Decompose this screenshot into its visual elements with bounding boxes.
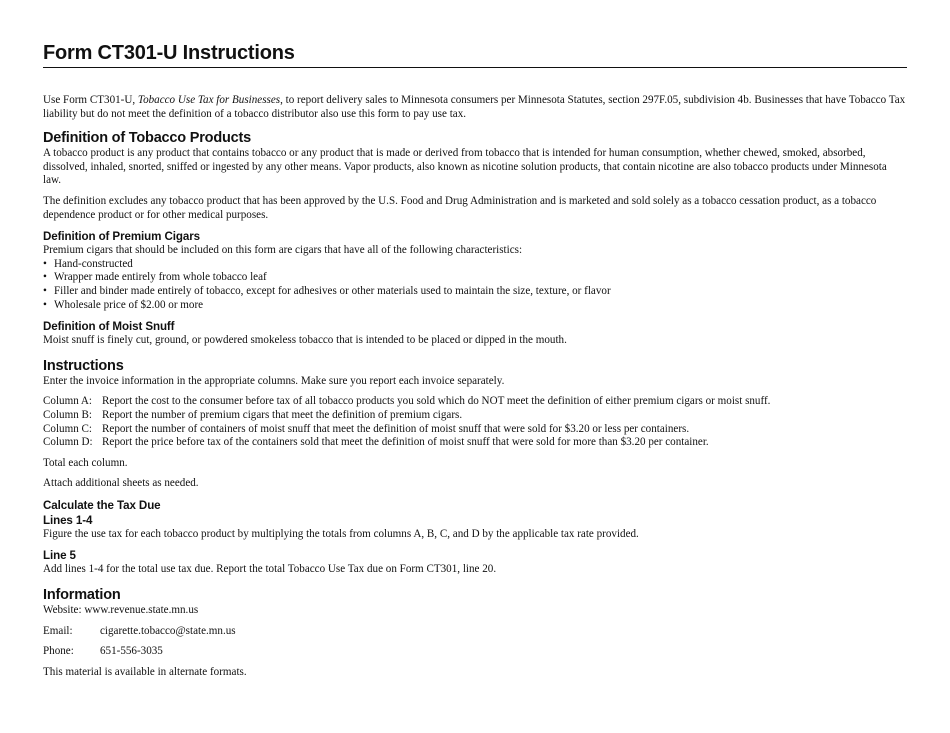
phone-number: 651-556-3035 bbox=[100, 645, 163, 658]
calculate-tax-heading: Calculate the Tax Due bbox=[43, 498, 161, 512]
intro-paragraph bbox=[43, 94, 907, 121]
list-item: • Wrapper made entirely from whole tobacco leaf bbox=[43, 271, 267, 284]
column-instructions bbox=[43, 395, 907, 449]
column-label: Column A: bbox=[43, 395, 93, 408]
instructions-lead: Enter the invoice information in the appropriate columns. Make sure you report each invoice separately. bbox=[43, 374, 505, 387]
premium-cigars-lead: Premium cigars that should be included on this form are cigars that have all of the following characteristics: bbox=[43, 244, 523, 257]
moist-snuff-text: Moist snuff is finely cut, ground, or powdered smokeless tobacco that is intended to be placed or dipped in the mouth. bbox=[43, 334, 567, 347]
tobacco-definition-paragraph-1: A tobacco product is any product that contains tobacco or any product that is made or derived from tobacco that is intended for human consumption, whether chewed, smoked, absorbed, dissolved, inhaled, snorted, sniffed or ingested by any other means. Vapor products, also known as nicotine solution products, that contain nicotine are also tobacco products under Minnesota law. bbox=[43, 147, 887, 187]
bullet-icon: • bbox=[43, 298, 47, 311]
column-label: Column C: bbox=[43, 422, 93, 435]
bullet-icon: • bbox=[43, 284, 47, 297]
list-item: • Hand-constructed bbox=[43, 257, 133, 270]
column-b-row: Column B: Report the number of premium cigars that meet the definition of premium cigars. bbox=[43, 408, 463, 421]
column-label: Column D: bbox=[43, 436, 93, 449]
intro-form-name: Tobacco Use Tax for Businesses bbox=[137, 94, 281, 106]
premium-cigars-heading: Definition of Premium Cigars bbox=[43, 230, 200, 244]
phone-row bbox=[43, 645, 907, 659]
email-row bbox=[43, 625, 907, 639]
moist-snuff-heading: Definition of Moist Snuff bbox=[43, 320, 175, 334]
line-5-text: Add lines 1-4 for the total use tax due. Report the total Tobacco Use Tax due on Form CT301, line 20. bbox=[43, 563, 497, 576]
column-c-row: Column C: Report the number of containers of moist snuff that meet the definition of moist snuff that were sold for $3.20 or less per containers. bbox=[43, 422, 690, 435]
tobacco-definition-heading: Definition of Tobacco Products bbox=[43, 130, 252, 147]
instructions-page bbox=[43, 40, 907, 679]
column-d-row: Column D: Report the price before tax of the containers sold that meet the definition of moist snuff that were sold for more than $3.20 per container. bbox=[43, 436, 709, 449]
list-item: • Wholesale price of $2.00 or more bbox=[43, 298, 204, 311]
alternate-formats-text: This material is available in alternate formats. bbox=[43, 665, 247, 678]
list-item: • Filler and binder made entirely of tobacco, except for adhesives or other materials used to maintain the size, texture, or flavor bbox=[43, 284, 611, 297]
premium-cigars-list bbox=[43, 258, 907, 312]
column-label: Column B: bbox=[43, 408, 93, 421]
tobacco-definition-paragraph-2: The definition excludes any tobacco product that has been approved by the U.S. Food and Drug Administration and is marketed and sold solely as a tobacco cessation product, as a tobacco dependence product or for other medical purposes. bbox=[43, 194, 877, 221]
email-link[interactable]: cigarette.tobacco@state.mn.us bbox=[100, 624, 236, 637]
lines-1-4-text: Figure the use tax for each tobacco product by multiplying the totals from columns A, B, C, and D by the applicable tax rate provided. bbox=[43, 527, 639, 540]
phone-label: Phone: bbox=[43, 645, 74, 658]
intro-suffix: , to report delivery sales to Minnesota consumers per Minnesota Statutes, section 297F.05, subdivision 4b. Businesses that have Tobacco Tax liability but do not meet the definition of a tobacco distributor also use this form to pay use tax. bbox=[43, 94, 906, 120]
intro-prefix: Use Form CT301-U, bbox=[43, 94, 138, 106]
website-text: Website: www.revenue.state.mn.us bbox=[43, 604, 199, 617]
attach-sheets-text: Attach additional sheets as needed. bbox=[43, 477, 199, 490]
total-columns-text: Total each column. bbox=[43, 456, 128, 469]
column-a-row: Column A: Report the cost to the consumer before tax of all tobacco products you sold which do NOT meet the definition of either premium cigars or moist snuff. bbox=[43, 395, 771, 408]
information-heading: Information bbox=[43, 587, 121, 604]
lines-1-4-heading: Lines 1-4 bbox=[43, 513, 93, 527]
email-label: Email: bbox=[43, 624, 73, 637]
bullet-icon: • bbox=[43, 257, 47, 270]
line-5-heading: Line 5 bbox=[43, 549, 76, 563]
page-title: Form CT301-U Instructions bbox=[43, 40, 907, 68]
instructions-heading: Instructions bbox=[43, 357, 124, 374]
bullet-icon: • bbox=[43, 271, 47, 284]
